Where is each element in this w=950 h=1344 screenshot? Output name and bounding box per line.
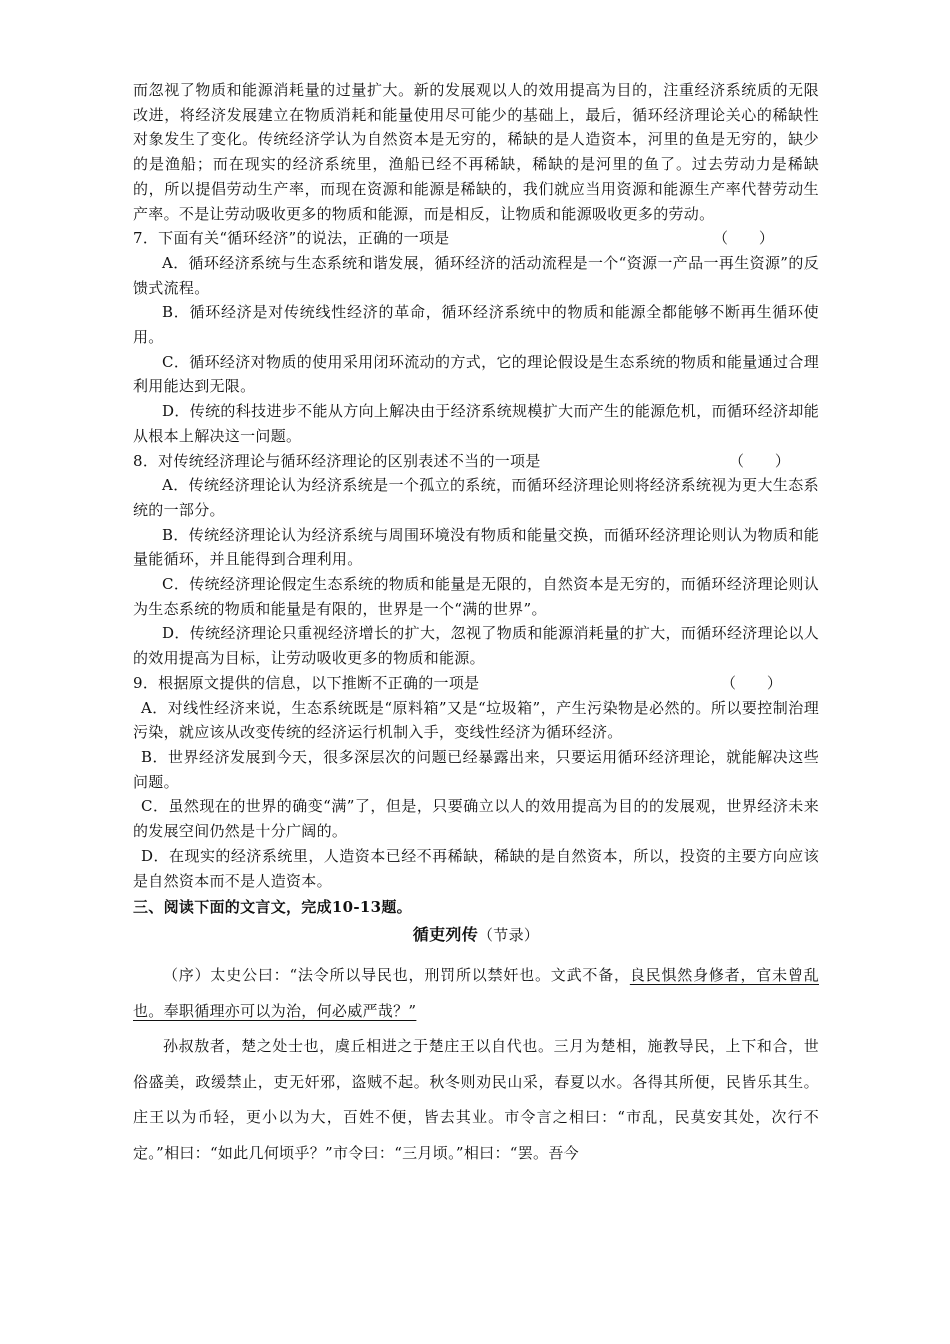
option-a: A．对线性经济来说，生态系统既是“原料箱”又是“垃圾箱”，产生污染物是必然的。所以要控制治理污染，就应该从改变传统的经济运行机制入手，变线性经济为循环经济。	[133, 698, 819, 742]
title-note: （节录）	[478, 926, 540, 945]
question-8	[133, 449, 819, 671]
question-9	[133, 671, 819, 893]
option-c: C．循环经济对物质的使用采用闭环流动的方式，它的理论假设是生态系统的物质和能量通过合理利用能达到无限。	[133, 352, 819, 396]
option-c: C．虽然现在的世界的确变“满”了，但是，只要确立以人的效用提高为目的的发展观，世界经济未来的发展空间仍然是十分广阔的。	[133, 797, 819, 841]
underlined-sentence: 良民惧然身修者，官未曾乱也。奉职循理亦可以为治，何必威严哉？”	[133, 966, 820, 1020]
answer-paren: （ ）	[729, 451, 791, 470]
option-d: D．传统经济理论只重视经济增长的扩大，忽视了物质和能源消耗量的扩大，而循环经济理论以人的效用提高为目标，让劳动吸收更多的物质和能源。	[133, 624, 819, 668]
answer-paren: （ ）	[713, 229, 775, 248]
option-a: A．循环经济系统与生态系统和谐发展，循环经济的活动流程是一个“资源一产品一再生资源”的反馈式流程。	[133, 253, 819, 297]
option-d: D．在现实的经济系统里，人造资本已经不再稀缺，稀缺的是自然资本，所以，投资的主要方向应该是自然资本而不是人造资本。	[133, 846, 819, 890]
option-b: B．循环经济是对传统线性经济的革命，循环经济系统中的物质和能源全都能够不断再生循环使用。	[133, 303, 819, 347]
document-page	[133, 78, 819, 1171]
section-heading: 三、阅读下面的文言文，完成10-13题。	[133, 898, 412, 917]
intro-paragraph: 而忽视了物质和能源消耗量的过量扩大。新的发展观以人的效用提高为目的，注重经济系统质的无限改进，将经济发展建立在物质消耗和能量使用尽可能少的基础上，最后，循环经济理论关心的稀缺性对象发生了变化。传统经济学认为自然资本是无穷的，稀缺的是人造资本，河里的鱼是无穷的，缺少的是渔船；而在现实的经济系统里，渔船已经不再稀缺，稀缺的是河里的鱼了。过去劳动力是稀缺的，所以提倡劳动生产率，而现在资源和能源是稀缺的，我们就应当用资源和能源生产率代替劳动生产率。不是让劳动吸收更多的物质和能源，而是相反，让物质和能源吸收更多的劳动。	[133, 81, 819, 223]
option-c: C．传统经济理论假定生态系统的物质和能量是无限的，自然资本是无穷的，而循环经济理论则认为生态系统的物质和能量是有限的，世界是一个“满的世界”。	[133, 575, 819, 618]
option-a: A．传统经济理论认为经济系统是一个孤立的系统，而循环经济理论则将经济系统视为更大生态系统的一部分。	[133, 476, 819, 519]
story-paragraph: 孙叔敖者，楚之处士也，虞丘相进之于楚庄王以自代也。三月为楚相，施教导民，上下和合，世俗盛美，政缓禁止，吏无奸邪，盗贼不起。秋冬则劝民山采，春夏以水。各得其所便，民皆乐其生。庄王以为币轻，更小以为大，百姓不便，皆去其业。市令言之相曰：“市乱，民莫安其处，次行不定。”相曰：“如此几何顷乎？”市令曰：“三月顷。”相曰：“罢。吾今	[133, 1037, 819, 1162]
question-stem: 9．根据原文提供的信息，以下推断不正确的一项是 （ ）	[133, 671, 819, 696]
question-stem: 8．对传统经济理论与循环经济理论的区别表述不当的一项是 （ ）	[133, 449, 819, 474]
title-main: 循吏列传	[412, 925, 478, 945]
classical-title	[133, 920, 819, 950]
option-b: B．传统经济理论认为经济系统与周围环境没有物质和能量交换，而循环经济理论则认为物质和能量能循环，并且能得到合理利用。	[133, 525, 819, 569]
preface-paragraph: （序）太史公曰：“法令所以导民也，刑罚所以禁奸也。文武不备，良民惧然身修者，官未曾乱也。奉职循理亦可以为治，何必威严哉？”	[133, 966, 820, 1020]
answer-paren: （ ）	[721, 673, 783, 692]
question-7	[133, 226, 819, 448]
question-stem: 7．下面有关“循环经济”的说法，正确的一项是 （ ）	[133, 226, 819, 251]
option-b: B．世界经济发展到今天，很多深层次的问题已经暴露出来，只要运用循环经济理论，就能解决这些问题。	[133, 747, 819, 791]
option-d: D．传统的科技进步不能从方向上解决由于经济系统规模扩大而产生的能源危机，而循环经济却能从根本上解决这一问题。	[133, 402, 819, 445]
